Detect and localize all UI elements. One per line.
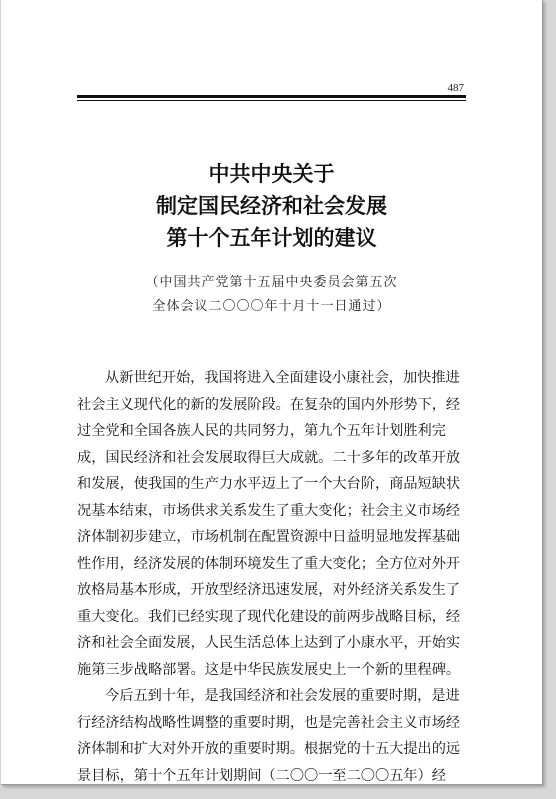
header-rule-thick: [77, 95, 466, 98]
subtitle-line: （中国共产党第十五届中央委员会第五次: [145, 275, 398, 290]
paragraph-line: 过全党和全国各族人民的共同努力，第九个五年计划胜利完: [77, 423, 446, 439]
title-line: 中共中央关于: [208, 162, 335, 186]
paragraph-line: 今后五到十年，是我国经济和社会发展的重要时期，是进: [105, 688, 460, 704]
paragraph-line: 况基本结束，市场供求关系发生了重大变化；社会主义市场经: [77, 502, 461, 519]
paragraph-line: 景目标，第十个五年计划期间（二〇〇一至二〇〇五年）经: [77, 767, 446, 784]
paragraph-line: 从新世纪开始，我国将进入全面建设小康社会，加快推进: [105, 370, 460, 386]
paragraph-line: 行经济结构战略性调整的重要时期，也是完善社会主义市场经: [77, 714, 461, 731]
paragraph-line: 济体制初步建立，市场机制在配置资源中日益明显地发挥基础: [77, 529, 461, 545]
paragraph-line: 成，国民经济和社会发展取得巨大成就。二十多年的改革开放: [77, 449, 461, 466]
paragraph-line: 济体制和扩大对外开放的重要时期。根据党的十五大提出的远: [77, 741, 461, 757]
header-rule-thin: [77, 100, 466, 101]
paragraph-line: 济和社会全面发展，人民生活总体上达到了小康水平，开始实: [77, 635, 461, 651]
paragraph-line: 和发展，使我国的生产力水平迈上了一个大台阶，商品短缺状: [77, 476, 461, 492]
paragraph-line: 社会主义现代化的新的发展阶段。在复杂的国内外形势下，经: [77, 396, 461, 413]
page-number: 487: [447, 82, 464, 94]
paragraph-line: 性作用，经济发展的体制环境发生了重大变化；全方位对外开: [77, 555, 461, 572]
title-line: 制定国民经济和社会发展: [156, 194, 387, 218]
paragraph-line: 施第三步战略部署。这是中华民族发展史上一个新的里程碑。: [77, 661, 461, 678]
paragraph-line: 放格局基本形成，开放型经济迅速发展，对外经济关系发生了: [77, 582, 461, 598]
title-line: 第十个五年计划的建议: [166, 226, 377, 250]
document-page: [1, 0, 543, 785]
paragraph-line: 重大变化。我们已经实现了现代化建设的前两步战略目标，经: [77, 608, 461, 625]
document-subtitle: [77, 271, 466, 319]
body-text: [77, 365, 477, 785]
document-title: [77, 158, 466, 254]
subtitle-line: 全体会议二〇〇〇年十月十一日通过）: [152, 299, 391, 314]
